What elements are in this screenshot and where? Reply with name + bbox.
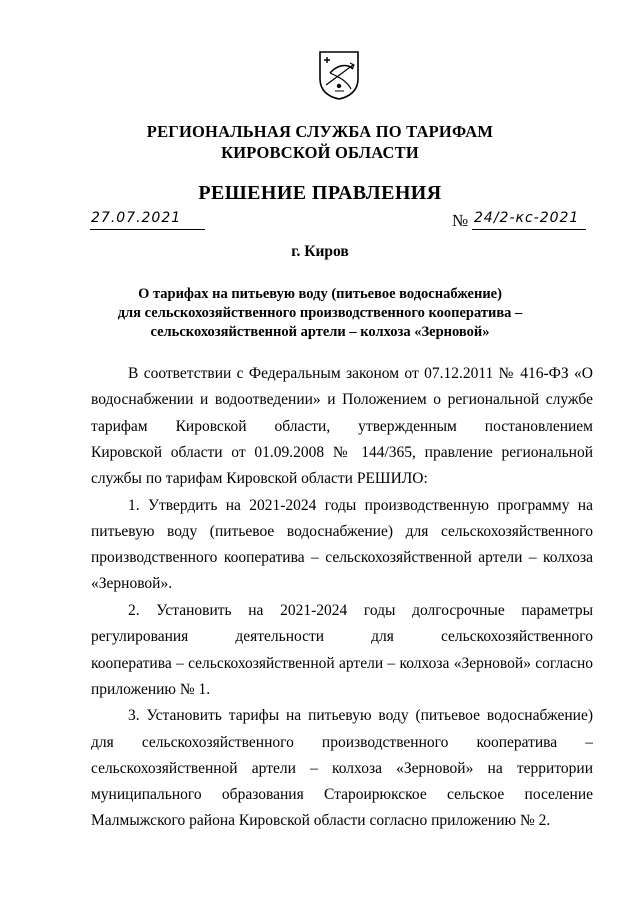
decision-date: 27.07.2021	[91, 210, 182, 226]
document-title: РЕШЕНИЕ ПРАВЛЕНИЯ	[198, 182, 442, 204]
decision-number: 24/2-кс-2021	[474, 210, 580, 226]
date-underline	[90, 229, 205, 230]
item-2-line: приложению № 1.	[91, 681, 211, 698]
subject-line-3: сельскохозяйственной артели – колхоза «Зерновой»	[150, 324, 490, 340]
item-2-line: кооператива – сельскохозяйственной артели – колхоза «Зерновой» согласно	[91, 655, 593, 672]
number-underline	[472, 229, 586, 230]
coat-of-arms-icon	[317, 49, 361, 101]
item-1-line: «Зерновой».	[91, 575, 173, 592]
subject-line-1: О тарифах на питьевую воду (питьевое водоснабжение)	[138, 286, 502, 302]
body-line: Кировской области от 01.09.2008 № 144/365, правление региональной	[91, 444, 593, 461]
item-3-line: муниципального образования Староирюкское сельское поселение	[91, 786, 593, 803]
item-3-line: Малмыжского района Кировской области согласно приложению № 2.	[91, 812, 551, 829]
body-line: В соответствии с Федеральным законом от 07.12.2011 № 416-ФЗ «О	[128, 365, 593, 382]
agency-name-line-1: РЕГИОНАЛЬНАЯ СЛУЖБА ПО ТАРИФАМ	[146, 122, 494, 141]
number-sign: №	[452, 211, 469, 230]
body-line: службы по тарифам Кировской области РЕШИЛО:	[91, 470, 428, 487]
item-1-line: 1. Утвердить на 2021-2024 годы производственную программу на	[128, 497, 593, 514]
item-3-line: для сельскохозяйственного производственного кооператива –	[91, 734, 593, 751]
city: г. Киров	[291, 243, 349, 260]
item-3-line: 3. Установить тарифы на питьевую воду (питьевое водоснабжение)	[128, 707, 593, 724]
body-line: тарифам Кировской области, утвержденным постановлением	[91, 418, 593, 435]
subject-line-2: для сельскохозяйственного производственного кооператива –	[117, 305, 523, 321]
item-2-line: 2. Установить на 2021-2024 годы долгосрочные параметры	[128, 602, 593, 619]
item-1-line: питьевую воду (питьевое водоснабжение) для сельскохозяйственного	[91, 523, 593, 540]
agency-name-line-2: КИРОВСКОЙ ОБЛАСТИ	[221, 143, 419, 162]
item-2-line: регулирования деятельности для сельскохозяйственного	[91, 628, 593, 645]
item-3-line: сельскохозяйственной артели – колхоза «Зерновой» на территории	[91, 760, 593, 777]
body-line: водоснабжении и водоотведении» и Положением о региональной службе	[91, 391, 593, 408]
item-1-line: производственного кооператива – сельскохозяйственной артели – колхоза	[91, 549, 593, 566]
